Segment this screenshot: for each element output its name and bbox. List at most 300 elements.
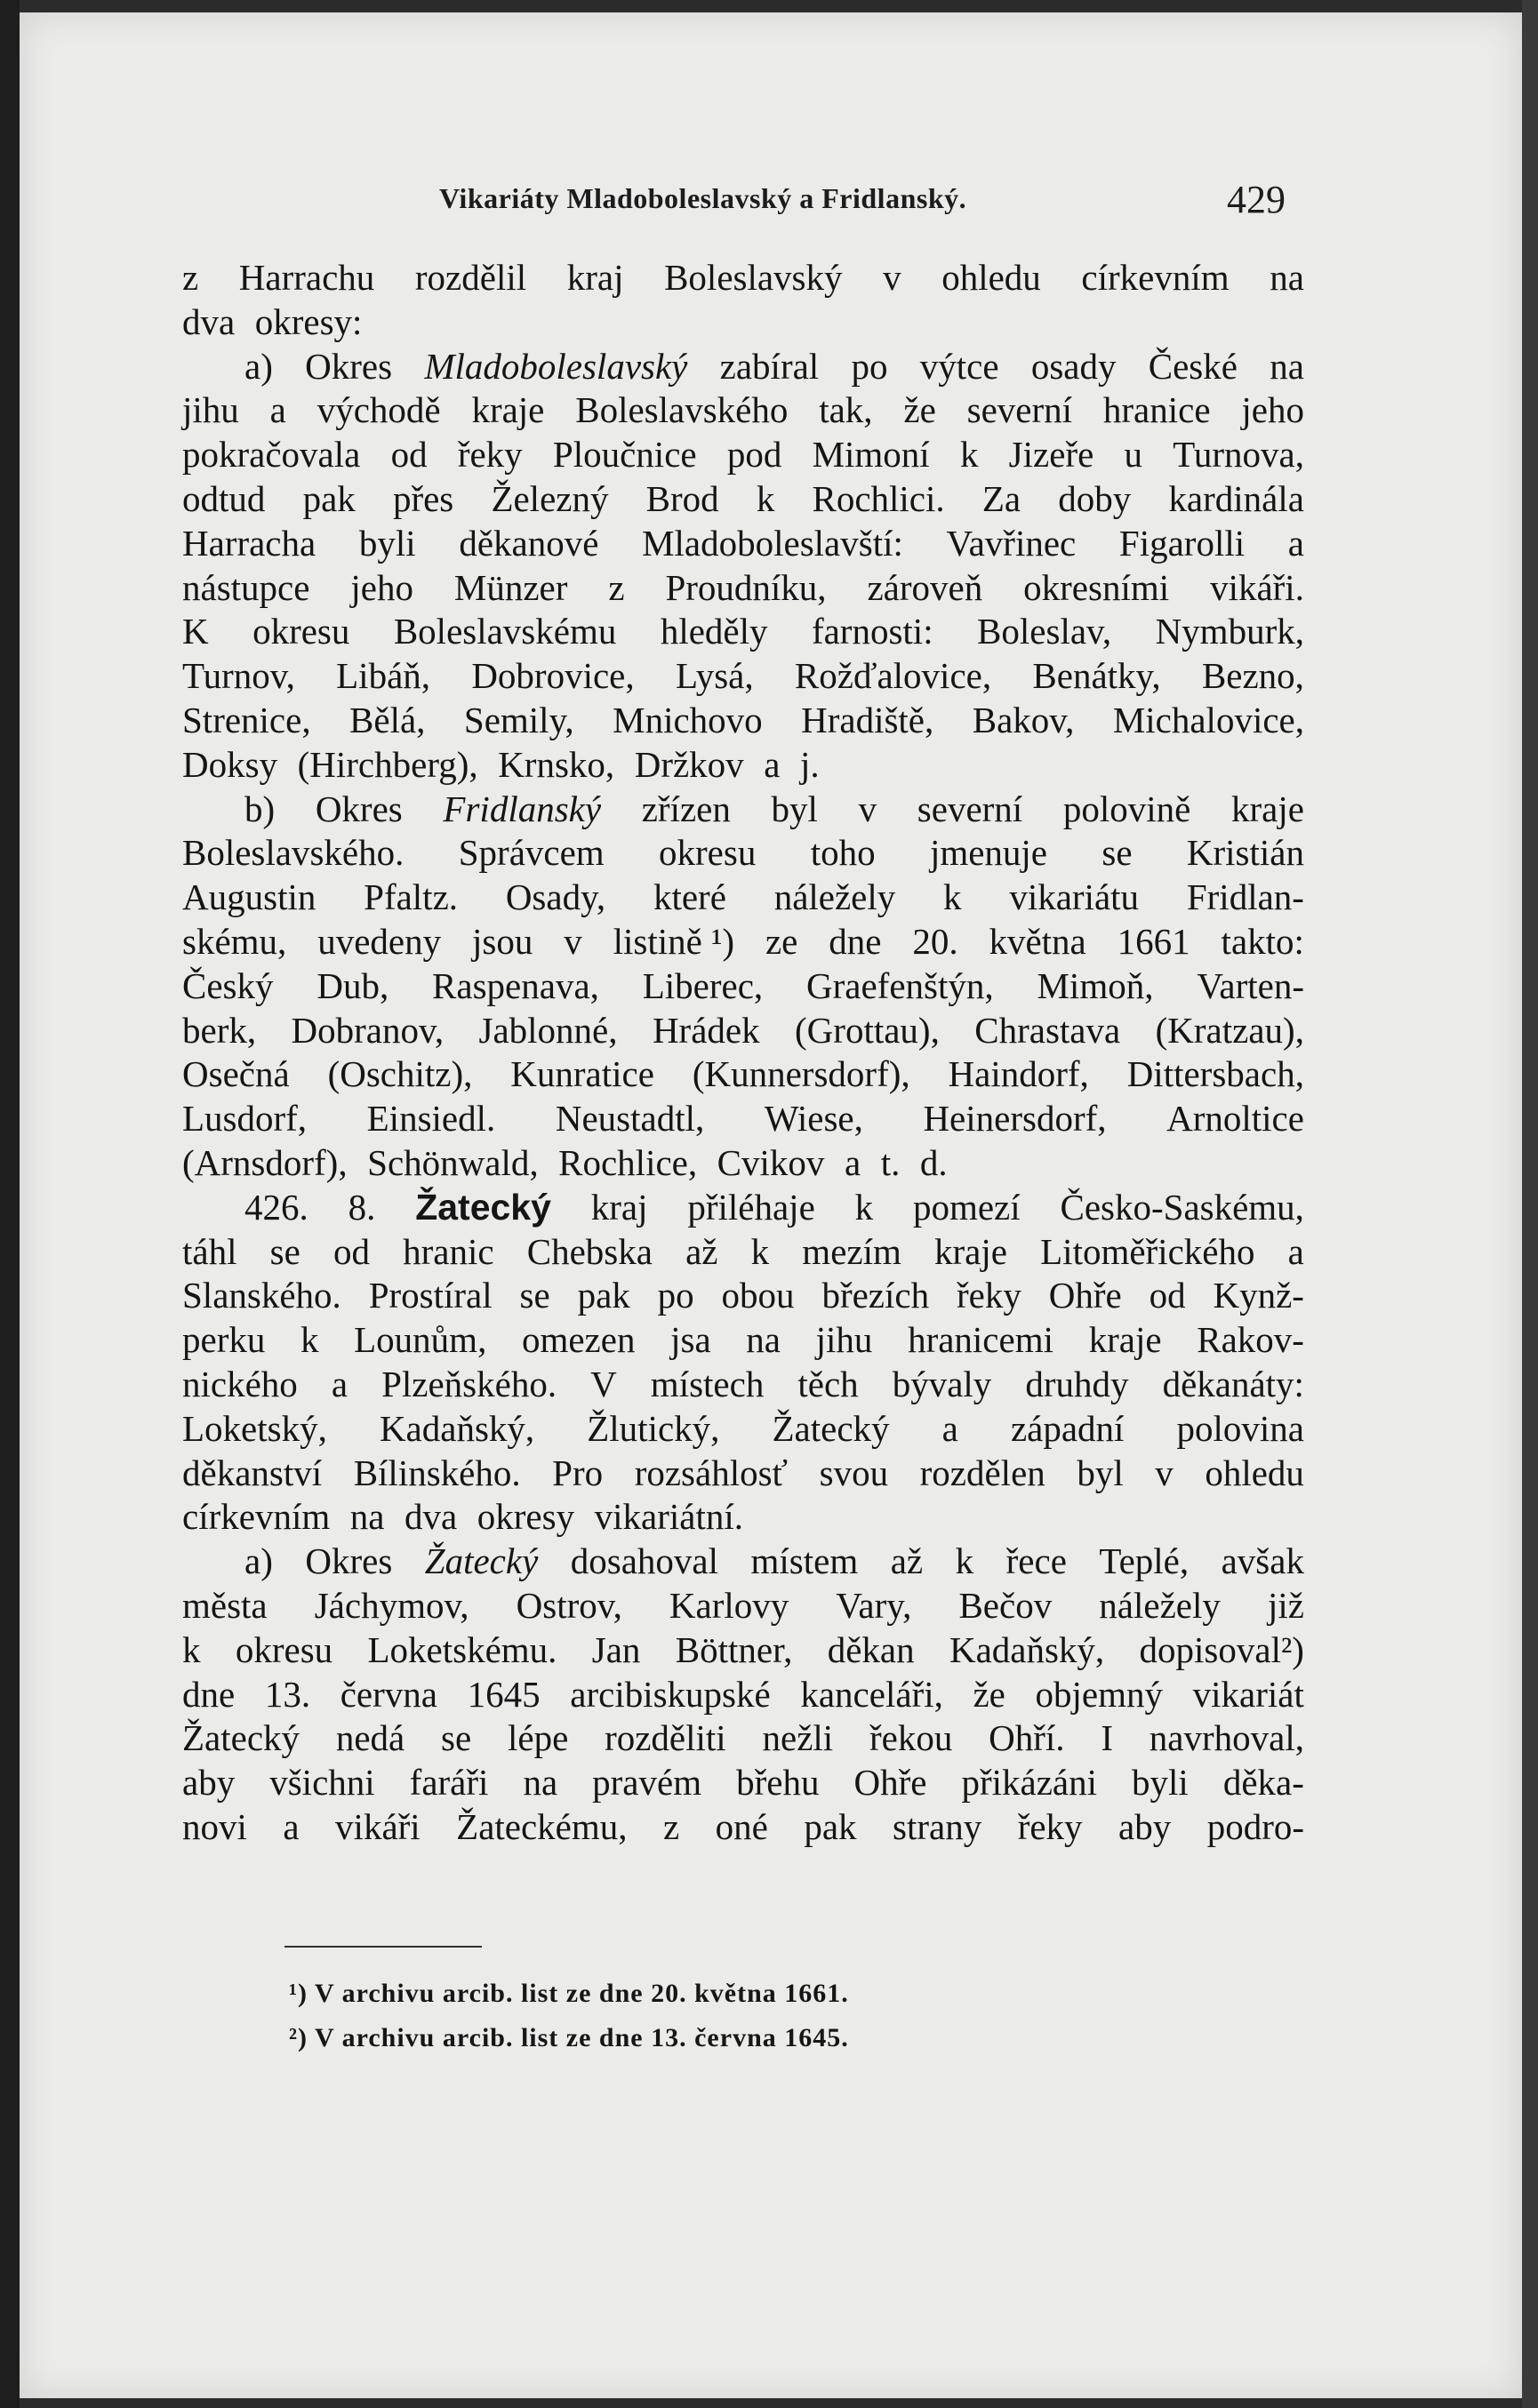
word: Rochlici. [812,477,945,519]
word: k [955,1540,974,1582]
word: Pfaltz. [364,876,459,918]
text-line [182,654,1304,699]
word: dva [405,1496,458,1538]
word: že [903,389,936,431]
word: berk, [182,1009,257,1051]
word: (Kratzau), [1155,1009,1304,1051]
word: u [1124,434,1142,476]
word: Okres [305,1540,393,1582]
word: Hrádek [652,1009,760,1051]
word: podro- [1206,1805,1304,1847]
word: těch [797,1363,859,1404]
word: Mimoň, [1037,964,1154,1006]
word: Žatecký [772,1407,890,1449]
word: 8. [348,1186,376,1228]
word: Osady, [505,876,606,918]
word: byli [1132,1762,1189,1804]
word: a [1287,1230,1304,1272]
word: přiléhaje [687,1186,815,1228]
text-line [182,1673,1304,1717]
word: k [943,876,962,918]
word: v [883,257,901,298]
word: v [564,920,582,962]
word: Brod [645,477,719,519]
word: oné [715,1805,768,1847]
word: Okres [305,345,393,387]
word: polovině [1062,788,1191,829]
word: Český [182,964,274,1006]
word: církevním [1081,257,1230,298]
word: Osečná [182,1053,290,1095]
word: Wiese, [764,1098,863,1140]
word: perku [182,1319,266,1361]
word: obou [721,1275,795,1316]
word: Jan [591,1628,641,1670]
word: vikariátu [1009,876,1140,918]
footnote-2: ²) V archivu arcib. list ze dne 13. června 1645. [289,2023,849,2052]
word: jeho [1241,389,1304,431]
text-line [182,1716,1304,1761]
word: z [182,257,199,298]
word: děka- [1222,1762,1304,1804]
word: děkanové [459,522,599,564]
word: Plzeňského. [381,1363,557,1404]
word: Jablonné, [478,1009,618,1051]
word: Münzer [453,566,568,608]
word: Lysá, [675,655,754,697]
word: objemný [1035,1673,1164,1715]
word: hleděly [660,611,768,652]
word: Rožďalovice, [794,655,992,697]
word: (Kunnersdorf), [692,1053,910,1095]
word: březích [821,1275,930,1316]
word: na [746,1319,781,1361]
word: K [182,611,209,652]
word: od [332,1230,370,1272]
word: Schönwald, [367,1141,539,1183]
word: nedá [335,1717,405,1759]
word: Žatecký [424,1540,539,1582]
word: Prostíral [368,1275,493,1316]
word: (Hirchberg), [297,743,478,785]
word: Žatecký [415,1186,551,1228]
text-line [182,477,1304,522]
word: I [1101,1717,1113,1759]
word: kraj [590,1186,648,1228]
word: strany [893,1805,982,1847]
word: náležely [1099,1584,1221,1626]
word: nežli [762,1717,834,1759]
word: a [941,1407,958,1449]
word: Bečov [958,1584,1053,1626]
footnote-rule [284,1946,482,1948]
word: Nymburk, [1155,611,1304,652]
word: Lusdorf, [182,1098,308,1140]
word: Česko-Saskému, [1060,1186,1304,1228]
word: Žateckému, [456,1805,628,1847]
word: (Arnsdorf), [182,1141,348,1183]
word: aby [182,1762,236,1804]
word: Rochlice, [558,1141,698,1183]
word: arcibiskupské [570,1673,771,1715]
word: řeky [1017,1805,1083,1847]
word: pak [302,477,356,519]
word: přikázáni [961,1762,1098,1804]
word: dopisoval²) [1139,1628,1304,1670]
word: a [844,1141,861,1183]
word: Ostrov, [516,1584,622,1626]
word: Vavřinec [946,522,1077,564]
word: Heinersdorf, [923,1098,1107,1140]
word: církevním [182,1496,331,1538]
word: d. [919,1141,948,1183]
word: Dobrovice, [471,655,635,697]
text-line [182,1761,1304,1805]
word: doby [1058,477,1132,519]
word: kanceláři, [800,1673,943,1715]
word: Augustin [182,876,316,918]
word: a) [244,345,273,387]
word: 1645 [467,1673,541,1715]
word: k [182,1628,201,1670]
word: 426. [244,1186,308,1228]
text-line [182,610,1304,654]
word: Ohří. [989,1717,1065,1759]
word: června [340,1673,437,1715]
word: Loketský, [182,1407,327,1449]
word: Doksy [182,743,278,785]
word: z [608,566,625,608]
word: řeky [457,434,523,476]
word: bývaly [892,1363,992,1404]
word: Žatecký [182,1717,300,1759]
word: jihu [815,1319,873,1361]
word: okresy: [254,300,363,342]
word: Kadaňský, [949,1628,1105,1670]
word: Boleslavského. [182,832,405,874]
word: Fridlan- [1186,876,1304,918]
word: Ohře [853,1762,927,1804]
word: pak [577,1275,630,1316]
word: Rakov- [1197,1319,1304,1361]
text-line [182,1230,1304,1275]
word: kraj [566,257,624,298]
word: po [657,1275,694,1316]
word: Boleslavský [664,257,843,298]
word: t. [880,1141,901,1183]
word: břehu [736,1762,820,1804]
word: po [851,345,888,387]
word: řeky [956,1275,1021,1316]
text-line [182,964,1304,1009]
word: se [1101,832,1133,874]
word: Benátky, [1032,655,1161,697]
word: Dobranov, [291,1009,445,1051]
word: novi [182,1805,247,1847]
word: 1661 [1117,920,1190,962]
word: ze [765,920,798,962]
word: mezím [802,1230,901,1272]
word: Liberec, [642,964,764,1006]
word: Mnichovo [613,699,763,740]
word: vikariát [1192,1673,1304,1715]
word: tak, [819,389,873,431]
word: Bílinského. [353,1452,521,1493]
word: Krnsko, [498,743,615,785]
word: se [269,1230,300,1272]
word: Hradiště, [801,699,934,740]
word: Jáchymov, [314,1584,469,1626]
word: Haindorf, [948,1053,1089,1095]
word: Neustadtl, [555,1098,705,1140]
word: k [300,1319,319,1361]
word: které [653,876,726,918]
word: uvedeny [317,920,442,962]
word: (Grottau), [795,1009,940,1051]
word: j. [799,743,820,785]
word: všichni [269,1762,375,1804]
word: pak [804,1805,857,1847]
word: Arnoltice [1166,1098,1304,1140]
word: řekou [869,1717,953,1759]
word: Cvikov [717,1141,825,1183]
word: k [959,434,979,476]
word: Žlutický, [587,1407,720,1449]
word: jmenuje [929,832,1048,874]
word: b) [244,788,276,829]
word: severní [917,788,1023,829]
word: k [750,1230,770,1272]
word: a [269,389,286,431]
word: kraje [934,1230,1007,1272]
word: Fridlanský [443,788,602,829]
word: přes [392,477,454,519]
page-number: 429 [1227,178,1286,221]
word: toho [810,832,876,874]
word: výtce [919,345,999,387]
word: již [1267,1584,1304,1626]
word: severní [966,389,1073,431]
word: Mladoboleslavský [424,345,688,387]
word: Strenice, [182,699,311,740]
text-line [182,1495,1304,1540]
text-line [182,1274,1304,1318]
word: ohledu [941,257,1041,298]
word: Harracha [182,522,316,564]
word: Chrastava [974,1009,1121,1051]
word: takto: [1221,920,1304,962]
text-line [182,1584,1304,1628]
word: zřízen [641,788,731,829]
word: Semily, [463,699,574,740]
word: Böttner, [675,1628,793,1670]
word: pravém [592,1762,702,1804]
running-head: Vikariáty Mladoboleslavský a Fridlanský. [439,182,967,214]
word: Bělá, [349,699,426,740]
word: dne [182,1673,236,1715]
word: kraje [471,389,545,431]
word: Turnova, [1173,434,1304,476]
word: Kristián [1186,832,1304,874]
word: až [890,1540,924,1582]
word: ohledu [1205,1452,1304,1493]
word: od [390,434,428,476]
text-line [182,1363,1304,1407]
word: 20. [912,920,958,962]
word: na [349,1496,385,1538]
text-line [182,1407,1304,1452]
text-line [182,1052,1304,1097]
page-header [0,178,1538,227]
word: byli [358,522,416,564]
word: nického [182,1363,298,1404]
word: Harrachu [238,257,375,298]
word: skému, [182,920,287,962]
word: v [1155,1452,1174,1493]
word: Boleslavskému [393,611,617,652]
word: Teplé, [1099,1540,1190,1582]
word: (Oschitz), [327,1053,473,1095]
word: Držkov [634,743,744,785]
word: Dub, [316,964,389,1006]
word: kraje [1231,788,1304,829]
word: Vary, [836,1584,912,1626]
word: farnosti: [811,611,933,652]
word: a [331,1363,348,1404]
text-line [182,831,1304,876]
word: Ohře [1048,1275,1122,1316]
word: a [764,743,781,785]
word: vikáři. [1210,566,1304,608]
word: jsou [471,920,533,962]
word: Einsiedl. [366,1098,496,1140]
text-line [182,256,1304,300]
text-line [182,345,1304,389]
word: až [685,1230,718,1272]
word: okresu [252,611,350,652]
text-line [182,1452,1304,1496]
text-line [182,300,1304,345]
word: řece [1005,1540,1067,1582]
word: pomezí [912,1186,1021,1228]
word: na [1270,257,1304,298]
word: České [1148,345,1238,387]
word: rozděliti [605,1717,726,1759]
word: k [854,1186,874,1228]
word: hranicemi [908,1319,1053,1361]
word: byl [1077,1452,1124,1493]
text-line [182,920,1304,964]
scan-left-edge [0,0,20,2408]
word: a) [244,1540,273,1582]
word: jsa [670,1319,711,1361]
word: svou [819,1452,889,1493]
word: místech [650,1363,765,1404]
word: že [973,1673,1005,1715]
word: Kynž- [1213,1275,1304,1316]
word: Chebska [526,1230,653,1272]
word: náležely [773,876,896,918]
word: avšak [1221,1540,1304,1582]
word: listině ¹) [613,920,735,962]
text-line [182,566,1304,611]
word: se [519,1275,550,1316]
word: Litoměřického [1040,1230,1255,1272]
word: Mladoboleslavští: [642,522,903,564]
word: pokračovala [182,434,361,476]
text-line [182,1628,1304,1673]
word: druhdy [1025,1363,1129,1404]
word: děkan [827,1628,915,1670]
word: rozdělil [414,257,527,298]
word: rozsáhlosť [634,1452,789,1493]
word: v [858,788,877,829]
body-text [182,256,1304,1850]
scan-right-edge [1522,0,1538,2408]
word: Bezno, [1201,655,1304,697]
word: na [1270,345,1304,387]
word: lépe [507,1717,569,1759]
word: omezen [521,1319,636,1361]
word: hranic [403,1230,494,1272]
word: kraje [1088,1319,1162,1361]
word: vikáři [335,1805,421,1847]
word: a [283,1805,300,1847]
word: Karlovy [669,1584,789,1626]
word: dva [182,300,236,342]
word: kardinála [1168,477,1304,519]
word: vikariátní. [594,1496,744,1538]
word: Raspenava, [432,964,599,1006]
word: okresu [235,1628,333,1670]
word: byl [771,788,818,829]
text-line [182,743,1304,788]
text-line [182,876,1304,920]
word: května [989,920,1086,962]
text-line [182,1805,1304,1850]
word: Dittersbach, [1126,1053,1304,1095]
word: Mimoní [812,434,930,476]
word: Figarolli [1118,522,1246,564]
word: Okres [315,788,403,829]
text-line [182,1141,1304,1186]
word: dosahoval [570,1540,719,1582]
word: faráři [409,1762,489,1804]
word: Bakov, [972,699,1075,740]
word: Za [981,477,1021,519]
word: navrhoval, [1149,1717,1304,1759]
word: děkanství [182,1452,323,1493]
word: místem [750,1540,859,1582]
word: děkanáty: [1162,1363,1304,1404]
word: Kadaňský, [379,1407,535,1449]
word: aby [1118,1805,1172,1847]
text-line [182,1097,1304,1141]
text-line [182,1009,1304,1053]
word: Libáň, [336,655,431,697]
word: Loketskému. [367,1628,557,1670]
word: se [441,1717,472,1759]
word: okresy [477,1496,575,1538]
word: pod [726,434,782,476]
footnotes [289,1972,849,2060]
text-line [182,388,1304,433]
word: Železný [491,477,609,519]
footnote-1: ¹) V archivu arcib. list ze dne 20. května 1661. [289,1979,849,2008]
text-line [182,433,1304,477]
word: Jizeře [1008,434,1094,476]
word: nástupce [182,566,310,608]
